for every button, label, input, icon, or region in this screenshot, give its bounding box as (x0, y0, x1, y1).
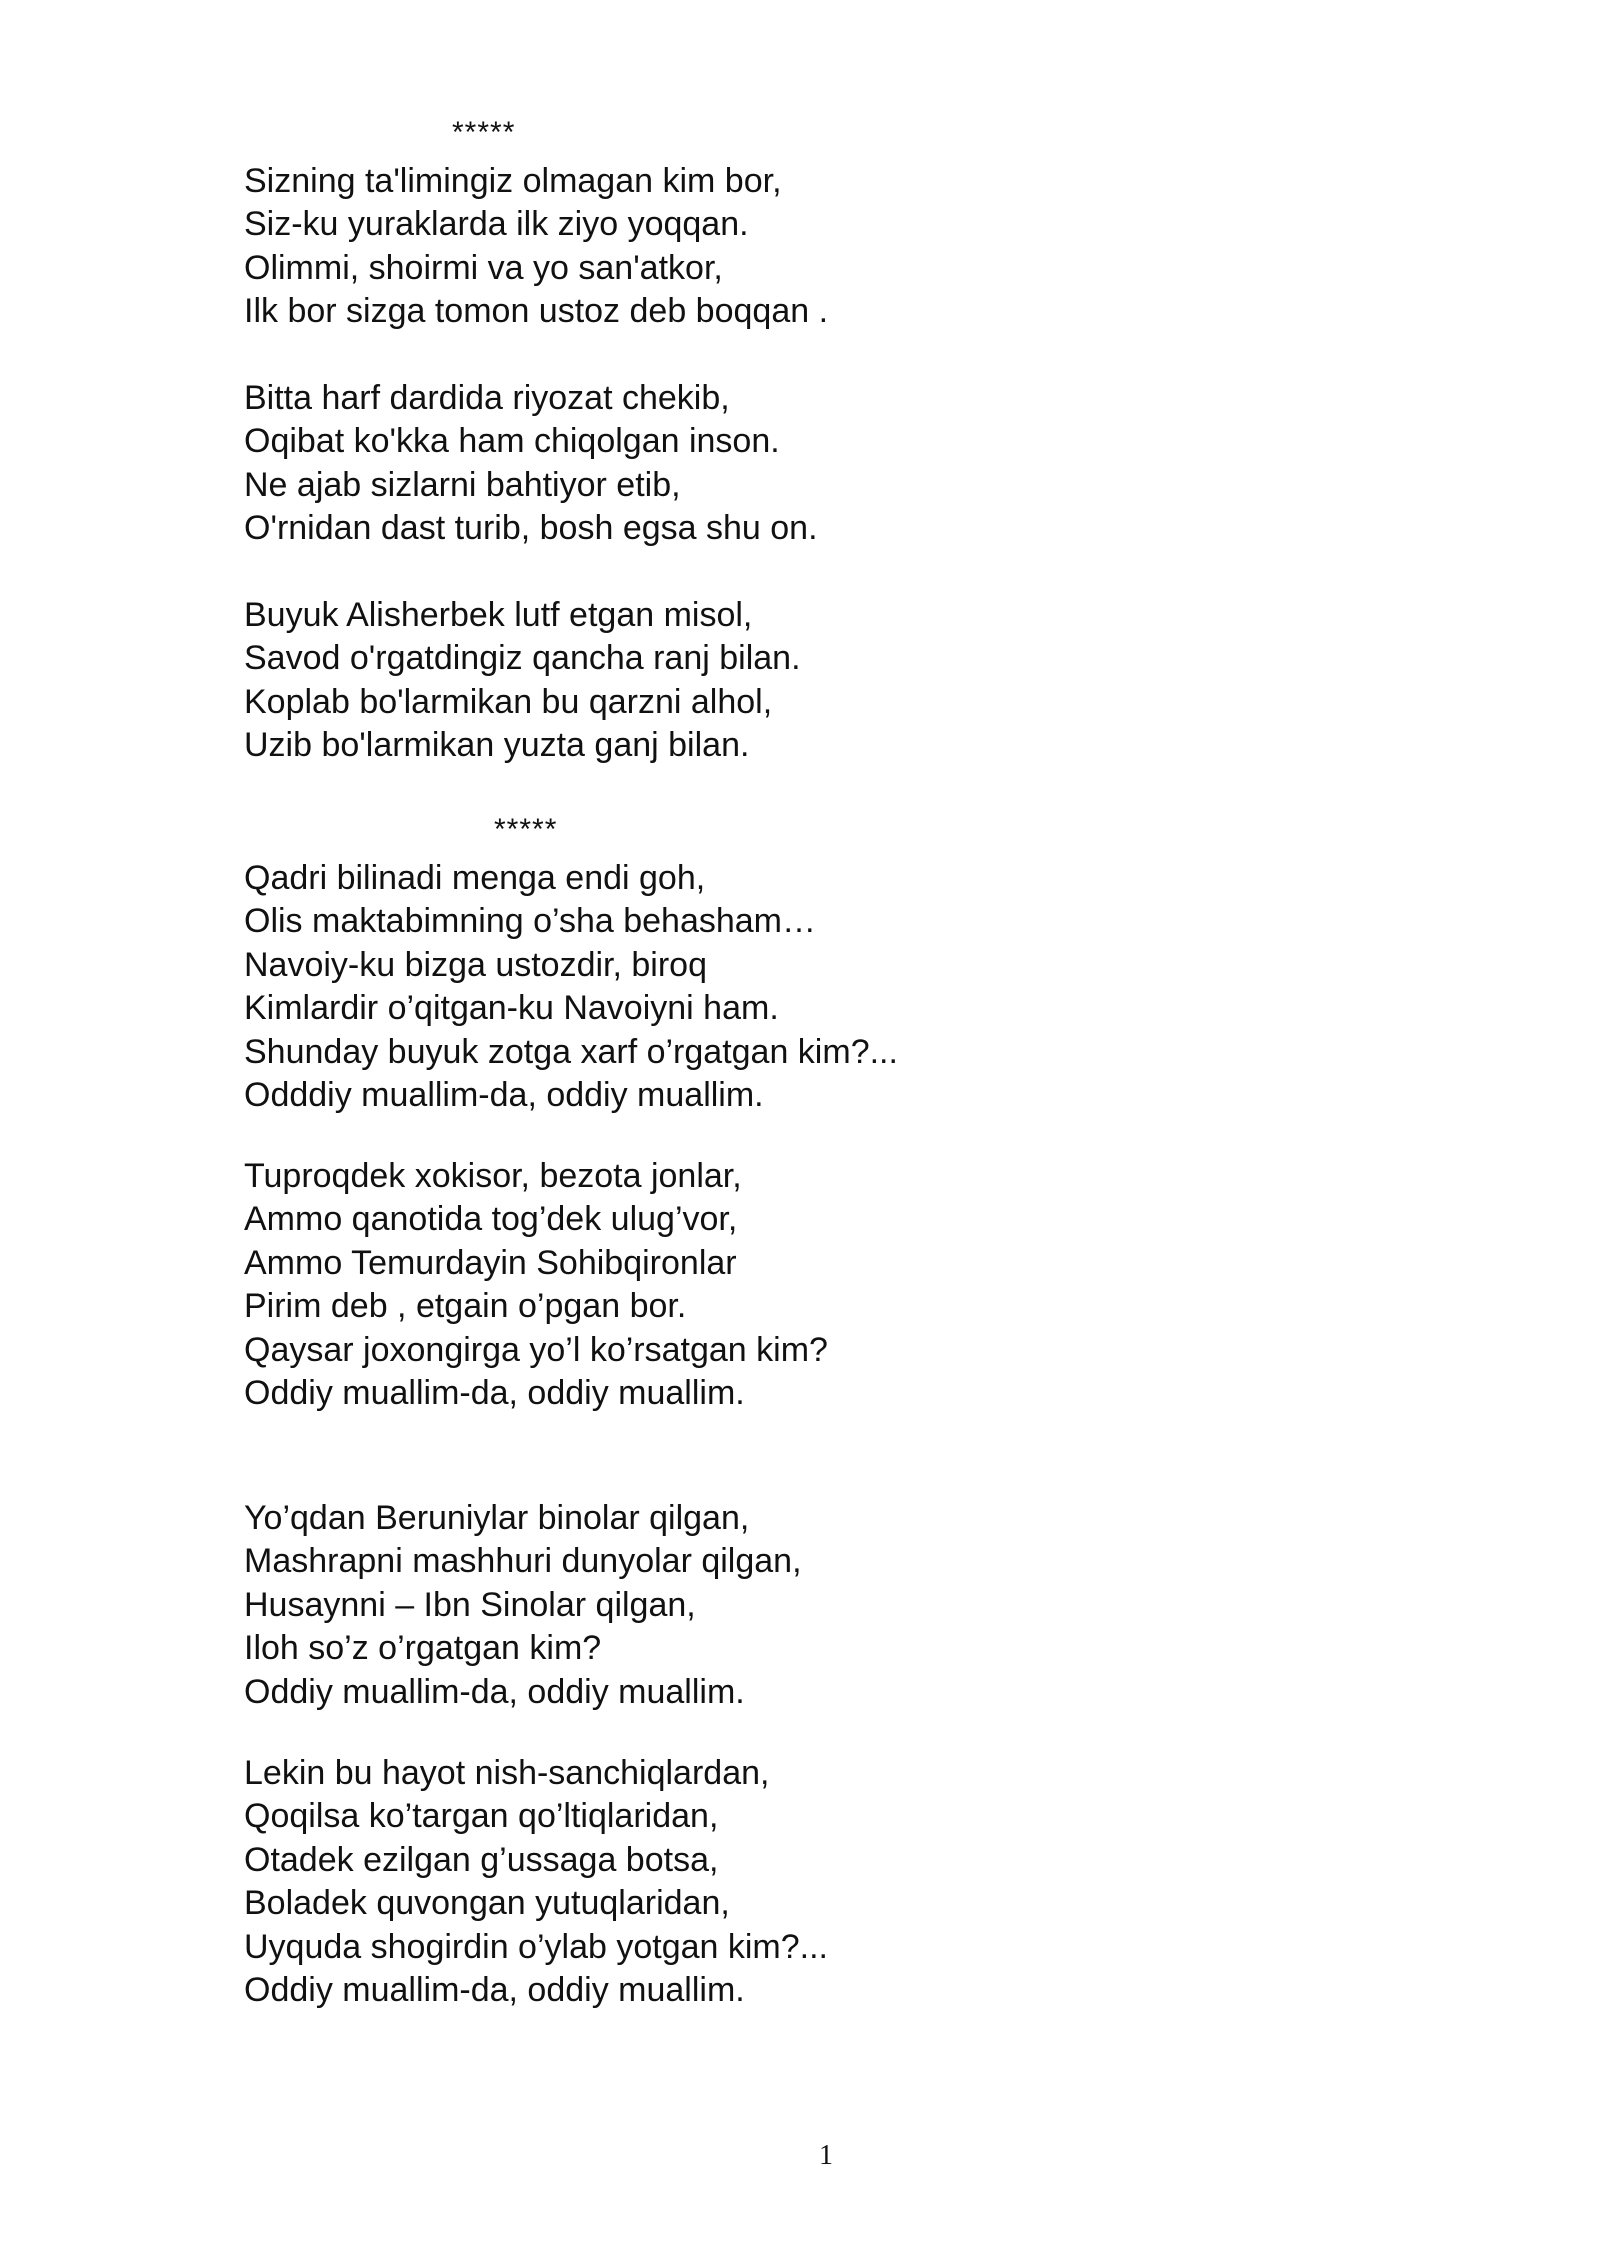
poem-line: Uyquda shogirdin o’ylab yotgan kim?... (244, 1927, 828, 1966)
poem-line: Oddiy muallim-da, oddiy muallim. (244, 1672, 745, 1711)
poem-line: Oddiy muallim-da, oddiy muallim. (244, 1374, 745, 1413)
stanza (244, 377, 818, 551)
section-separator: ***** (494, 813, 558, 846)
poem-line: Oddiy muallim-da, oddiy muallim. (244, 1971, 745, 2010)
poem-line: Navoiy-ku bizga ustozdir, biroq (244, 945, 708, 984)
stanza (244, 1752, 828, 2012)
poem-line: Shunday buyuk zotga xarf o’rgatgan kim?... (244, 1032, 898, 1071)
poem-line: Uzib bo'larmikan yuzta ganj bilan. (244, 726, 750, 765)
poem-line: Savod o'rgatdingiz qancha ranj bilan. (244, 639, 801, 678)
poem-line: Ne ajab sizlarni bahtiyor etib, (244, 465, 681, 504)
poem-line: Yo’qdan Beruniylar binolar qilgan, (244, 1499, 750, 1537)
stanza (244, 857, 898, 1117)
stanza (244, 594, 801, 768)
poem-line: Otadek ezilgan g’ussaga botsa, (244, 1840, 719, 1879)
poem-line: Qadri bilinadi menga endi goh, (244, 859, 706, 897)
poem-line: Buyuk Alisherbek lutf etgan misol, (244, 596, 753, 634)
stanza (244, 160, 828, 334)
poem-line: Qaysar joxongirga yo’l ko’rsatgan kim? (244, 1330, 828, 1369)
poem-line: Mashrapni mashhuri dunyolar qilgan, (244, 1542, 802, 1581)
poem-line: Tuproqdek xokisor, bezota jonlar, (244, 1157, 742, 1195)
poem-line: Pirim deb , etgain o’pgan bor. (244, 1287, 687, 1326)
poem-line: Lekin bu hayot nish-sanchiqlardan, (244, 1754, 770, 1792)
poem-line: Iloh so’z o’rgatgan kim? (244, 1629, 602, 1668)
poem-line: Husaynni – Ibn Sinolar qilgan, (244, 1585, 696, 1624)
poem-line: Boladek quvongan yutuqlaridan, (244, 1884, 730, 1923)
poem-line: Sizning ta'limingiz olmagan kim bor, (244, 162, 782, 200)
poem-line: Ammo qanotida tog’dek ulug’vor, (244, 1200, 738, 1239)
poem-line: Qoqilsa ko’targan qo’ltiqlaridan, (244, 1797, 719, 1836)
poem-line: Ilk bor sizga tomon ustoz deb boqqan . (244, 292, 829, 331)
poem-line: Olimmi, shoirmi va yo san'atkor, (244, 248, 723, 287)
section-separator: ***** (452, 116, 516, 149)
poem-line: Oqibat ko'kka ham chiqolgan inson. (244, 422, 780, 461)
poem-line: Ammo Temurdayin Sohibqironlar (244, 1243, 737, 1282)
poem-line: Siz-ku yuraklarda ilk ziyo yoqqan. (244, 205, 749, 244)
poem-line: Kimlardir o’qitgan-ku Navoiyni ham. (244, 989, 779, 1028)
poem-line: Olis maktabimning o’sha behasham… (244, 902, 816, 941)
stanza (244, 1497, 802, 1714)
poem-line: Koplab bo'larmikan bu qarzni alhol, (244, 682, 773, 721)
page-number: 1 (819, 2140, 833, 2171)
poem-line: O'rnidan dast turib, bosh egsa shu on. (244, 509, 818, 548)
stanza (244, 1155, 828, 1415)
poem-line: Bitta harf dardida riyozat chekib, (244, 379, 730, 417)
poem-line: Odddiy muallim-da, oddiy muallim. (244, 1076, 764, 1115)
